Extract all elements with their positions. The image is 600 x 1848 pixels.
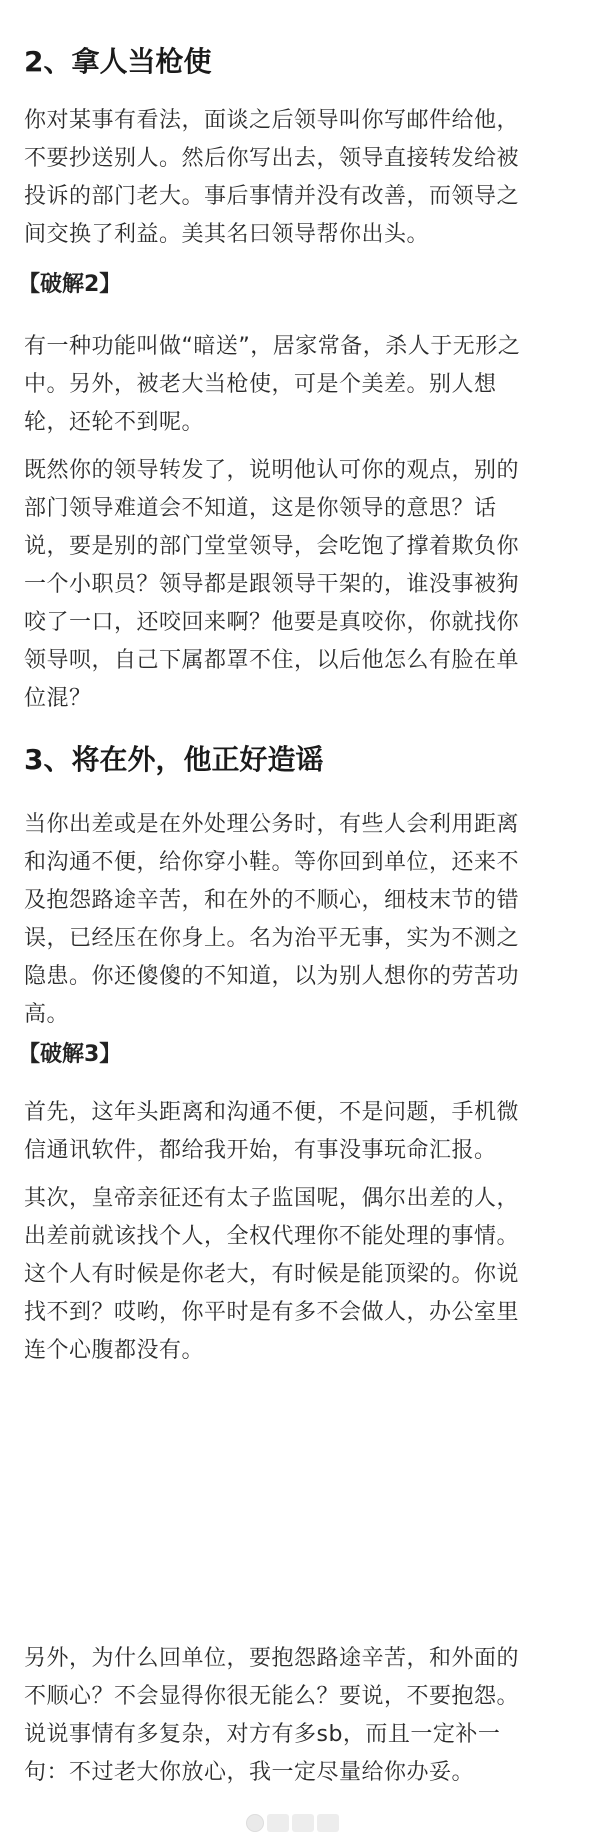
text-line: 说说事情有多复杂，对方有多sb，而且一定补一 bbox=[24, 1722, 501, 1747]
text-line: 位混？ bbox=[24, 686, 92, 711]
text-line: 当你出差或是在外处理公务时，有些人会利用距离 bbox=[24, 812, 520, 837]
section-2-paragraph-2 bbox=[24, 328, 584, 442]
section-3-paragraph-4 bbox=[24, 1640, 584, 1792]
watermark bbox=[246, 1812, 339, 1834]
watermark-logo-icon bbox=[246, 1814, 264, 1832]
text-line: 部门领导难道会不知道，这是你领导的意思？话 bbox=[24, 496, 497, 521]
text-line: 说，要是别的部门堂堂领导，会吃饱了撑着欺负你 bbox=[24, 534, 520, 559]
section-2-solution-tag: 【破解2】 bbox=[18, 272, 122, 297]
text-line: 句：不过老大你放心，我一定尽量给你办妥。 bbox=[24, 1760, 475, 1785]
text-line: 出差前就该找个人，全权代理你不能处理的事情。 bbox=[24, 1224, 520, 1249]
section-3-solution-tag: 【破解3】 bbox=[18, 1042, 122, 1067]
section-3-paragraph-1 bbox=[24, 806, 584, 1034]
section-3-title: 3、将在外，他正好造谣 bbox=[24, 743, 324, 776]
text-line: 及抱怨路途辛苦，和在外的不顺心，细枝末节的错 bbox=[24, 888, 520, 913]
text-line: 一个小职员？领导都是跟领导干架的，谁没事被狗 bbox=[24, 572, 520, 597]
text-line: 领导呗，自己下属都罩不住，以后他怎么有脸在单 bbox=[24, 648, 520, 673]
text-line: 其次，皇帝亲征还有太子监国呢，偶尔出差的人， bbox=[24, 1186, 520, 1211]
text-line: 找不到？哎哟，你平时是有多不会做人，办公室里 bbox=[24, 1300, 520, 1325]
text-line: 不要抄送别人。然后你写出去，领导直接转发给被 bbox=[24, 146, 520, 171]
text-line: 中。另外，被老大当枪使，可是个美差。别人想 bbox=[24, 372, 497, 397]
text-line: 投诉的部门老大。事后事情并没有改善，而领导之 bbox=[24, 184, 520, 209]
text-line: 有一种功能叫做“暗送”，居家常备，杀人于无形之 bbox=[24, 334, 521, 359]
text-line: 和沟通不便，给你穿小鞋。等你回到单位，还来不 bbox=[24, 850, 520, 875]
text-line: 咬了一口，还咬回来啊？他要是真咬你，你就找你 bbox=[24, 610, 520, 635]
section-2-paragraph-3 bbox=[24, 452, 584, 718]
text-line: 另外，为什么回单位，要抱怨路途辛苦，和外面的 bbox=[24, 1646, 520, 1671]
watermark-mark bbox=[267, 1814, 289, 1832]
text-line: 隐患。你还傻傻的不知道，以为别人想你的劳苦功 bbox=[24, 964, 520, 989]
text-line: 高。 bbox=[24, 1002, 70, 1027]
section-2-title: 2、拿人当枪使 bbox=[24, 45, 212, 78]
watermark-mark bbox=[292, 1814, 314, 1832]
text-line: 误，已经压在你身上。名为治平无事，实为不测之 bbox=[24, 926, 520, 951]
text-line: 不顺心？不会显得你很无能么？要说，不要抱怨。 bbox=[24, 1684, 520, 1709]
section-3-paragraph-3 bbox=[24, 1180, 584, 1370]
watermark-mark bbox=[317, 1814, 339, 1832]
section-3-paragraph-2 bbox=[24, 1094, 584, 1170]
text-line: 信通讯软件，都给我开始，有事没事玩命汇报。 bbox=[24, 1138, 497, 1163]
text-line: 既然你的领导转发了，说明他认可你的观点，别的 bbox=[24, 458, 520, 483]
text-line: 轮，还轮不到呢。 bbox=[24, 410, 205, 435]
text-line: 连个心腹都没有。 bbox=[24, 1338, 205, 1363]
text-line: 首先，这年头距离和沟通不便，不是问题，手机微 bbox=[24, 1100, 520, 1125]
text-line: 你对某事有看法，面谈之后领导叫你写邮件给他， bbox=[24, 108, 520, 133]
text-line: 这个人有时候是你老大，有时候是能顶梁的。你说 bbox=[24, 1262, 520, 1287]
section-2-paragraph-1 bbox=[24, 102, 584, 254]
text-line: 间交换了利益。美其名曰领导帮你出头。 bbox=[24, 222, 430, 247]
